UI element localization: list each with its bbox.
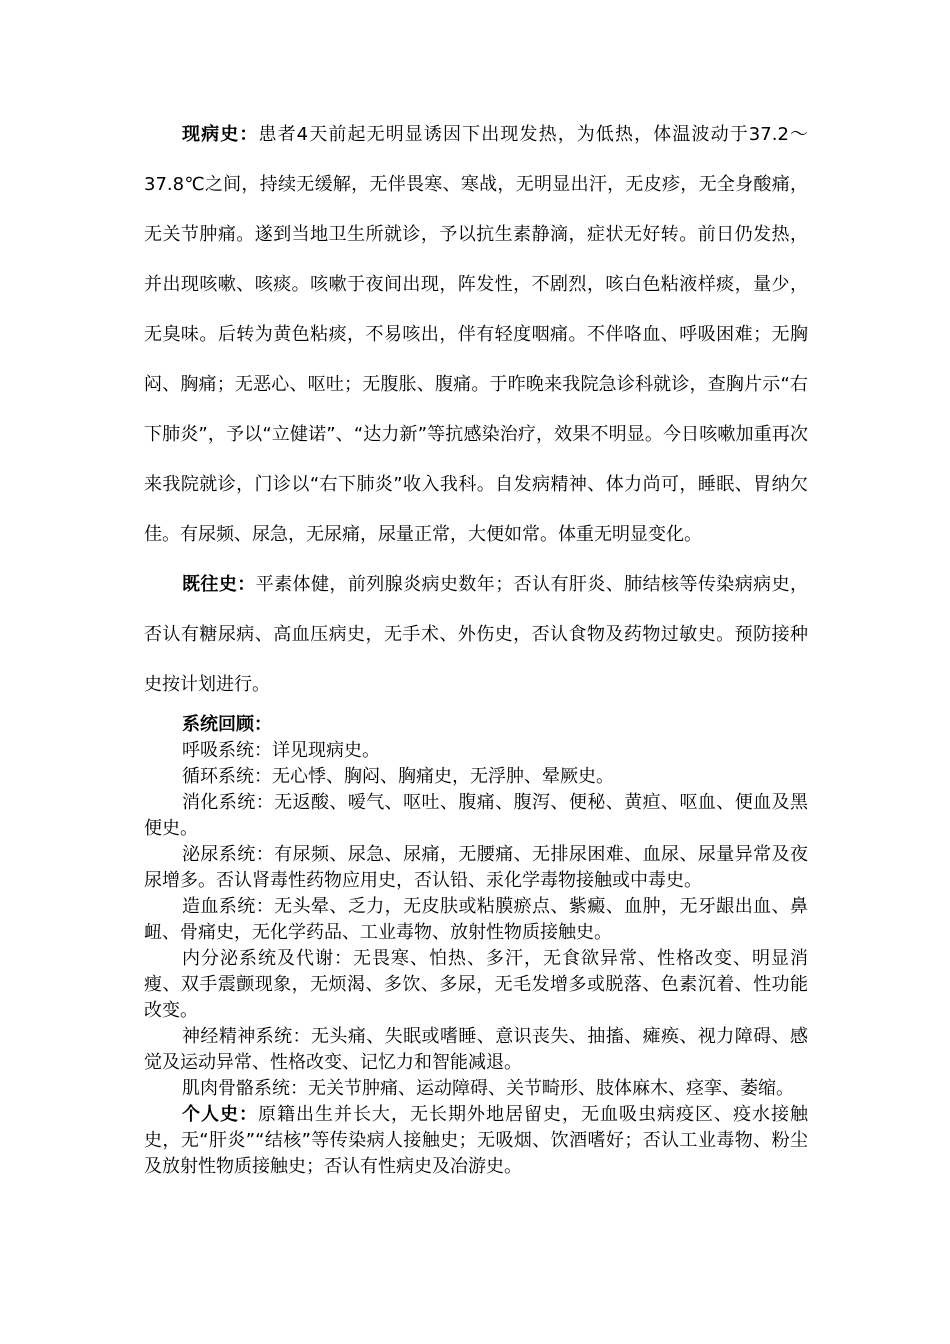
- present-illness-text: 患者4天前起无明显诱因下出现发热，为低热，体温波动于37.2～37.8℃之间，持续无缓解，无伴畏寒、寒战，无明显出汗，无皮疹，无全身酸痛，无关节肿痛。遂到当地卫生所就诊，予以抗生素静滴，症状无好转。前日仍发热，并出现咳嗽、咳痰。咳嗽于夜间出现，阵发性，不剧烈，咳白色粘液样痰，量少，无臭味。后转为黄色粘痰，不易咳出，伴有轻度咽痛。不伴咯血、呼吸困难；无胸闷、胸痛；无恶心、呕吐；无腹胀、腹痛。于昨晚来我院急诊科就诊，查胸片示“右下肺炎”，予以“立健诺”、“达力新”等抗感染治疗，效果不明显。今日咳嗽加重再次来我院就诊，门诊以“右下肺炎”收入我科。自发病精神、体力尚可，睡眠、胃纳欠佳。有尿频、尿急，无尿痛，尿量正常，大便如常。体重无明显变化。: [144, 124, 809, 545]
- past-history-heading: 既往史：: [182, 574, 256, 595]
- system-review-item-endocrine: 内分泌系统及代谢：无畏寒、怕热、多汗，无食欲异常、性格改变、明显消瘦、双手震颤现象，无烦渴、多饮、多尿，无毛发增多或脱落、色素沉着、性功能改变。: [144, 948, 808, 1021]
- personal-history-text: 原籍出生并长大，无长期外地居留史，无血吸虫病疫区、疫水接触史，无“肝炎”“结核”等传染病人接触史；无吸烟、饮酒嗜好；否认工业毒物、粉尘及放射性物质接触史；否认有性病史及冶游史。: [144, 1104, 808, 1177]
- personal-history-paragraph: [144, 1102, 808, 1180]
- past-history-paragraph: [144, 560, 808, 710]
- system-review-item-digestive: 消化系统：无返酸、嗳气、呕吐、腹痛、腹泻、便秘、黄疸、呕血、便血及黑便史。: [144, 792, 808, 839]
- system-review-item-respiratory: 呼吸系统：详见现病史。: [182, 740, 380, 761]
- system-review-item-musculoskeletal: 肌肉骨骼系统：无关节肿痛、运动障碍、关节畸形、肢体麻木、痉挛、萎缩。: [182, 1078, 794, 1099]
- system-review-item-hematopoietic: 造血系统：无头晕、乏力，无皮肤或粘膜瘀点、紫癜、血肿，无牙龈出血、鼻衄、骨痛史，无化学药品、工业毒物、放射性物质接触史。: [144, 896, 808, 943]
- personal-history-heading: 个人史：: [182, 1104, 258, 1125]
- present-illness-heading: 现病史：: [182, 124, 259, 145]
- system-review-heading: 系统回顾：: [182, 714, 272, 735]
- medical-record-page: [144, 110, 808, 1180]
- system-review-item-circulatory: 循环系统：无心悸、胸闷、胸痛史，无浮肿、晕厥史。: [182, 766, 614, 787]
- system-review-item-neuropsychiatric: 神经精神系统：无头痛、失眠或嗜睡、意识丧失、抽搐、瘫痪、视力障碍、感觉及运动异常、性格改变、记忆力和智能减退。: [144, 1026, 808, 1073]
- system-review-section: [144, 712, 808, 1102]
- present-illness-paragraph: [144, 110, 808, 560]
- past-history-text: 平素体健，前列腺炎病史数年；否认有肝炎、肺结核等传染病病史，否认有糖尿病、高血压病史，无手术、外伤史，否认食物及药物过敏史。预防接种史按计划进行。: [144, 574, 809, 695]
- system-review-item-urinary: 泌尿系统：有尿频、尿急、尿痛，无腰痛、无排尿困难、血尿、尿量异常及夜尿增多。否认肾毒性药物应用史，否认铅、汞化学毒物接触或中毒史。: [144, 844, 808, 891]
